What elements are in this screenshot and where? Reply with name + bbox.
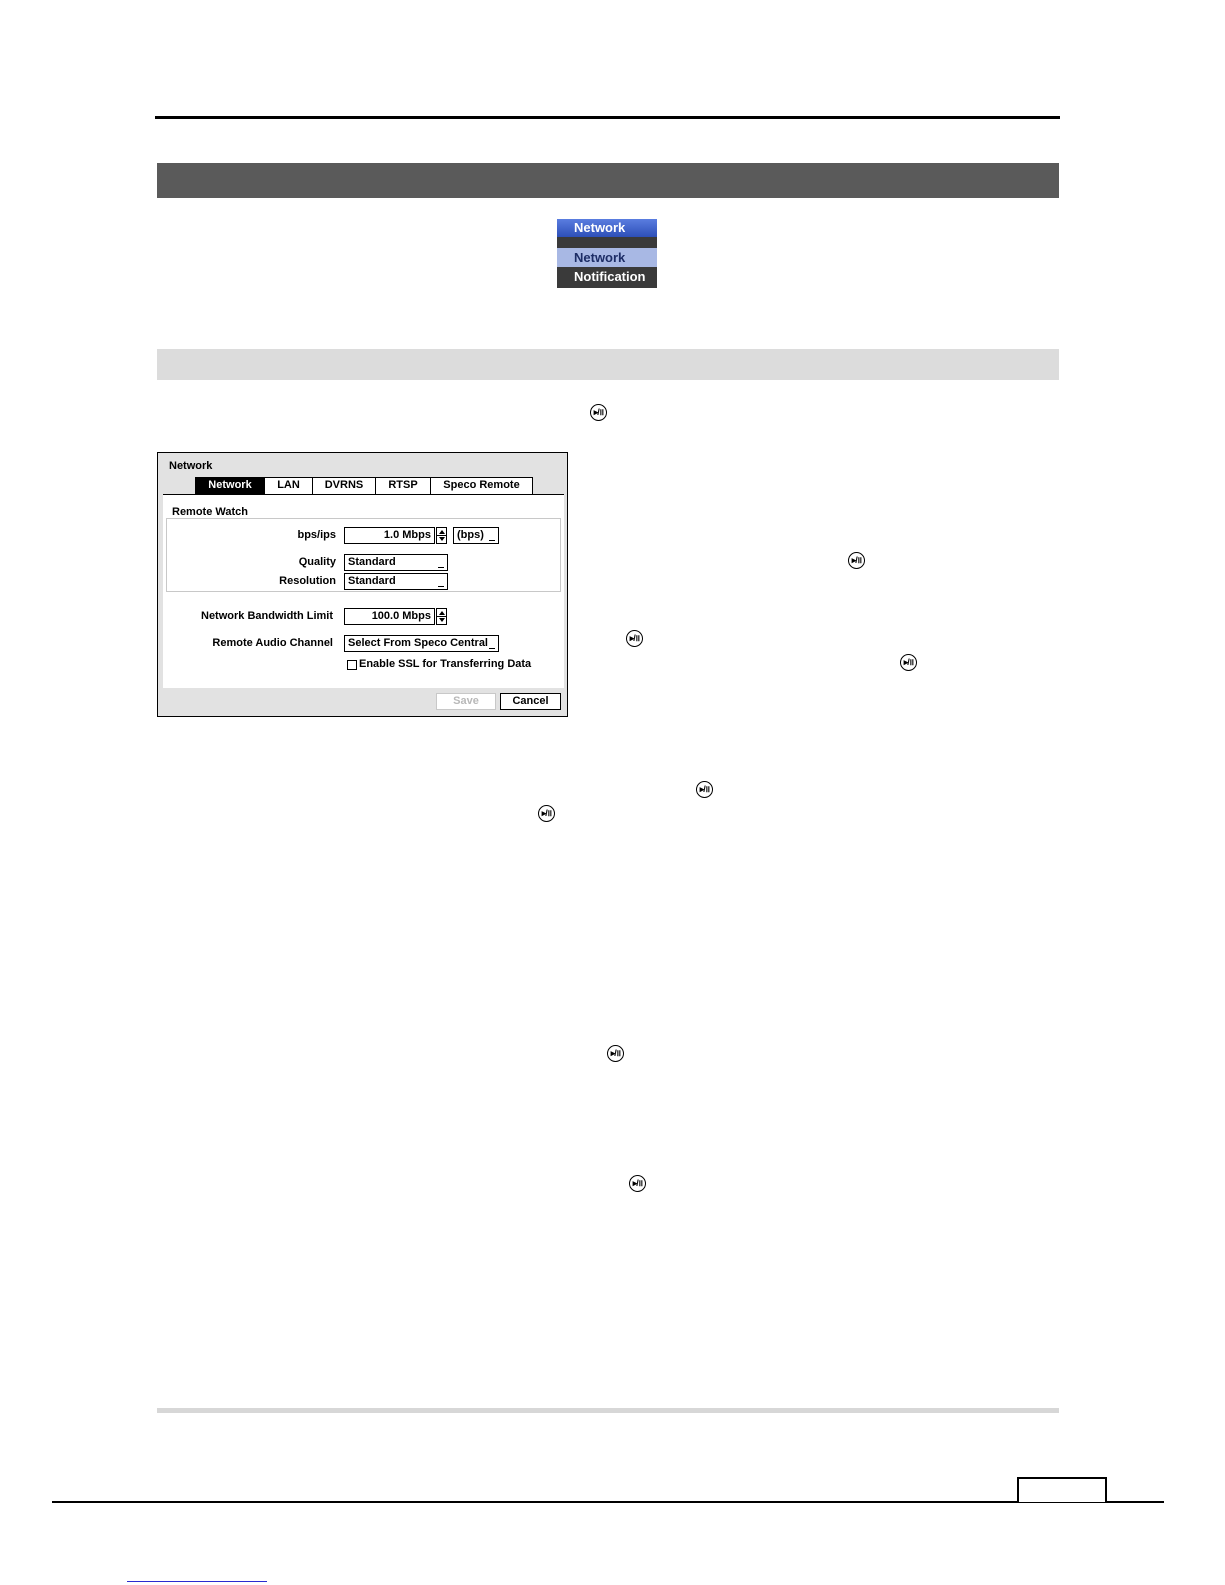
play-pause-icon: ▸/॥ (900, 654, 917, 671)
page-footer-line (52, 1501, 1164, 1503)
bps-label: bps/ips (297, 529, 336, 541)
tab-network[interactable]: Network (195, 477, 265, 494)
ssl-checkbox[interactable] (347, 660, 357, 670)
audio-channel-select[interactable]: Select From Speco Central (344, 635, 499, 652)
quality-label: Quality (298, 556, 336, 568)
network-dialog (157, 452, 568, 717)
ssl-label: Enable SSL for Transferring Data (359, 658, 532, 670)
spin-divider (437, 535, 446, 536)
menu-item-notification[interactable]: Notification (557, 267, 657, 288)
tab-lan[interactable]: LAN (264, 477, 313, 494)
menu-header: Network (557, 219, 657, 237)
cancel-button[interactable]: Cancel (500, 693, 561, 710)
menu-item-network[interactable]: Network (557, 248, 657, 267)
spin-divider (437, 616, 446, 617)
bps-input[interactable]: 1.0 Mbps (344, 527, 435, 544)
page-number-tab (1017, 1477, 1107, 1502)
tab-bar (195, 477, 532, 495)
play-pause-icon: ▸/॥ (626, 630, 643, 647)
settings-panel (163, 495, 564, 688)
bps-stepper[interactable] (436, 527, 447, 544)
bps-unit-select[interactable]: (bps) (453, 527, 499, 544)
play-pause-icon: ▸/॥ (607, 1045, 624, 1062)
play-pause-icon: ▸/॥ (848, 552, 865, 569)
spin-down-icon[interactable] (439, 618, 445, 622)
resolution-label: Resolution (279, 575, 336, 587)
spin-up-icon[interactable] (439, 530, 445, 534)
save-button[interactable]: Save (436, 693, 496, 710)
tab-speco-remote[interactable]: Speco Remote (430, 477, 533, 494)
spin-down-icon[interactable] (439, 537, 445, 541)
network-menu (557, 219, 657, 288)
spin-up-icon[interactable] (439, 611, 445, 615)
dialog-title: Network (169, 460, 213, 472)
bandwidth-label: Network Bandwidth Limit (201, 610, 333, 622)
header-rule (155, 116, 1060, 119)
subsection-bar (157, 349, 1059, 380)
bandwidth-stepper[interactable] (436, 608, 447, 625)
play-pause-icon: ▸/॥ (590, 404, 607, 421)
play-pause-icon: ▸/॥ (696, 781, 713, 798)
audio-channel-label: Remote Audio Channel (212, 637, 333, 649)
tab-rtsp[interactable]: RTSP (375, 477, 431, 494)
resolution-select[interactable]: Standard (344, 573, 448, 590)
tab-dvrns[interactable]: DVRNS (312, 477, 376, 494)
play-pause-icon: ▸/॥ (538, 805, 555, 822)
quality-select[interactable]: Standard (344, 554, 448, 571)
link-underline (127, 1581, 267, 1582)
footer-rule (157, 1408, 1059, 1413)
section-bar (157, 163, 1059, 198)
play-pause-icon: ▸/॥ (629, 1175, 646, 1192)
bandwidth-input[interactable]: 100.0 Mbps (344, 608, 435, 625)
remote-watch-label: Remote Watch (172, 506, 248, 518)
